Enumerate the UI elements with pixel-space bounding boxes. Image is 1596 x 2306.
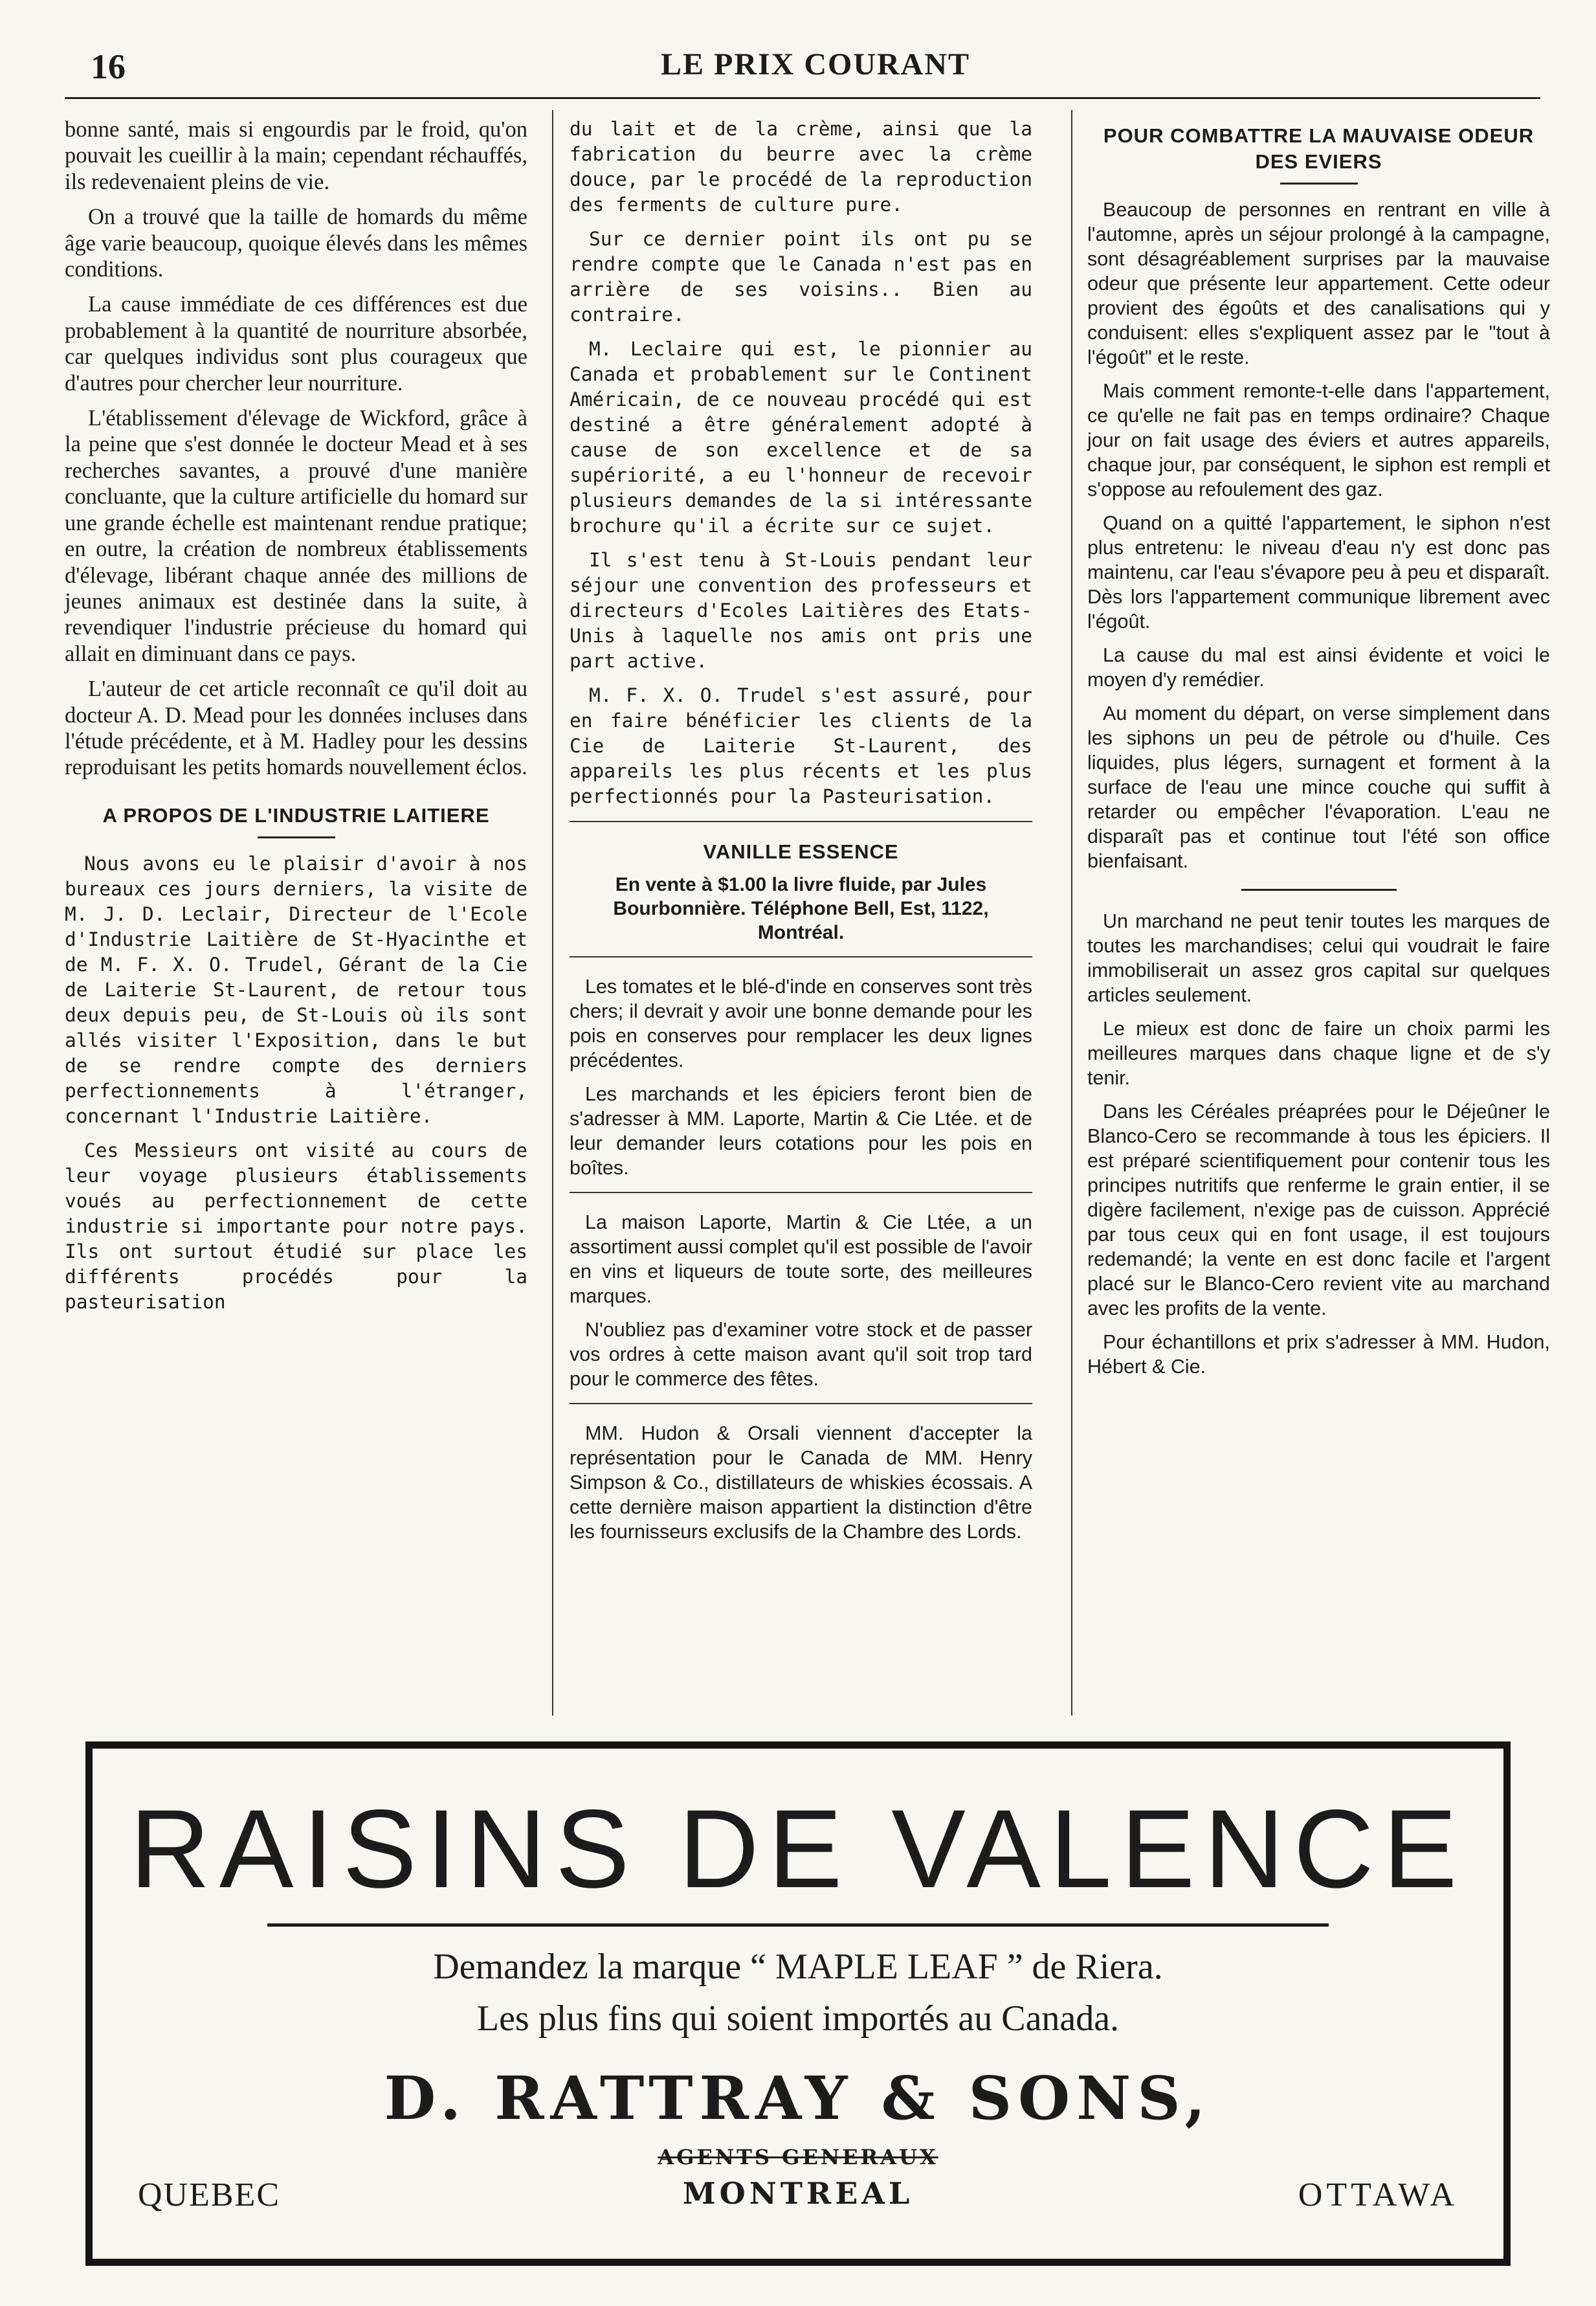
city-ottawa: OTTAWA	[1298, 2177, 1458, 2213]
column-1	[65, 117, 527, 1324]
paragraph: Un marchand ne peut tenir toutes les marques de toutes les marchandises; celui qui voudrait le faire immobiliserait un assez gros capital sur quelques articles seulement.	[1087, 910, 1550, 1006]
paragraph: M. Leclaire qui est, le pionnier au Canada et probablement sur le Continent Américain, de ce nouveau procédé qui est destiné a être généralement adopté à cause de son excellence et de sa supériorité, a eu l'honneur de recevoir plusieurs demandes de la si intéressante brochure qu'il a écrite sur ce sujet.	[570, 338, 1032, 537]
separator	[570, 1403, 1032, 1404]
paragraph: Nous avons eu le plaisir d'avoir à nos bureaux ces jours derniers, la visite de M. J. D. Leclair, Directeur de l'Ecole d'Industrie Laitière de St-Hyacinthe et de M. F. X. O. Trudel, Gérant de la Cie de Laiterie St-Laurent, de retour tous deux depuis peu, de St-Louis où ils sont allés visiter l'Exposition, dans le but de se rendre compte des derniers perfectionnements à l'étranger, concernant l'Industrie Laitière.	[65, 852, 527, 1127]
paragraph: La cause du mal est ainsi évidente et voici le moyen d'y remédier.	[1087, 644, 1550, 691]
paragraph: Quand on a quitté l'appartement, le siphon n'est plus entretenu: le niveau d'eau n'y est donc pas maintenu, car l'eau s'évapore peu à peu et disparaît. Dès lors l'appartement communique librement avec l'égoût.	[1087, 512, 1550, 632]
separator	[570, 821, 1032, 822]
paragraph: La maison Laporte, Martin & Cie Ltée, a un assortiment aussi complet qu'il est possible de l'avoir en vins et liqueurs de toute sorte, des meilleures marques.	[570, 1211, 1032, 1307]
advertisement-line-2: Les plus fins qui soient importés au Canada.	[476, 1998, 1120, 2039]
paragraph: Mais comment remonte-t-elle dans l'appartement, ce qu'elle ne fait pas en temps ordinaire? Chaque jour on fait usage des éviers et autres appareils, chaque jour, par conséquent, le siphon est rempli et s'oppose au refoulement des gaz.	[1087, 380, 1550, 500]
column-2	[570, 117, 1032, 1553]
paragraph: L'établissement d'élevage de Wickford, grâce à la peine que s'est donnée le docteur Mead et à ses recherches savantes, a prouvé d'une manière concluante, que la culture artificielle du homard sur une grande échelle est maintenant rendue pratique; en outre, la création de nombreux établissements d'élevage, libérant chaque année des millions de jeunes animaux est destinée dans la suite, à revendiquer l'industrie précieuse du homard qui allait en diminuant dans ce pays.	[65, 406, 527, 666]
article-heading: POUR COMBATTRE LA MAUVAISE ODEUR DES EVIERS	[1103, 124, 1535, 173]
article-heading: VANILLE ESSENCE	[703, 840, 899, 863]
article-heading: A PROPOS DE L'INDUSTRIE LAITIERE	[102, 803, 490, 827]
advertisement-line-1: Demandez la marque “ MAPLE LEAF ” de Riera.	[433, 1947, 1163, 1987]
running-title: LE PRIX COURANT	[660, 47, 971, 82]
paragraph: La cause immédiate de ces différences est due probablement à la quantité de nourriture absorbée, car quelques individus sont plus courageux que d'autres pour chercher leur nourriture.	[65, 292, 527, 396]
paragraph: Dans les Céréales préaprées pour le Déjeûner le Blanco-Cero se recommande à tous les épiciers. Il est préparé scientifiquement pour contenir tous les principes nutritifs que renferme le grain entier, il se digère facilement, n'exige pas de cuisson. Apprécié par tous ceux qui en font usage, il est toujours redemandé; la vente en est donc facile et l'argent placé sur le Blanco-Cero revient vite au marchand avec les profits de la vente.	[1087, 1101, 1550, 1319]
column-3	[1087, 117, 1550, 1388]
advertisement-title: RAISINS DE VALENCE	[129, 1787, 1467, 1911]
separator	[570, 956, 1032, 957]
page-number: 16	[91, 47, 126, 86]
paragraph: Sur ce dernier point ils ont pu se rendre compte que le Canada n'est pas en arrière de ses voisins.. Bien au contraire.	[570, 228, 1032, 326]
paragraph: Beaucoup de personnes en rentrant en ville à l'automne, après un séjour prolongé à la campagne, sont désagréablement surprises par la mauvaise odeur que présente leur appartement. Cette odeur provient des égoûts et des canalisations qui y conduisent: elles s'expliquent assez par le "tout à l'égoût" et le reste.	[1087, 199, 1550, 368]
header-rule	[65, 97, 1540, 99]
advertisement-subtext: En vente à $1.00 la livre fluide, par Jules Bourbonnière. Téléphone Bell, Est, 1122, Montréal.	[613, 874, 989, 943]
heading-rule	[258, 836, 335, 838]
paragraph: bonne santé, mais si engourdis par le froid, qu'on pouvait les cueillir à la main; cependant réchauffés, ils redevenaient pleins de vie.	[65, 117, 527, 194]
heading-rule	[1280, 183, 1358, 185]
advertisement-rule	[267, 1923, 1329, 1927]
advertisement-box	[85, 1741, 1511, 2266]
separator	[1241, 889, 1397, 891]
advertisement-cities	[138, 2176, 1458, 2221]
separator	[570, 1192, 1032, 1193]
paragraph: Ces Messieurs ont visité au cours de leur voyage plusieurs établissements voués au perfectionnement de cette industrie si importante pour notre pays. Ils ont surtout étudié sur place les différents procédés pour la pasteurisation	[65, 1139, 527, 1313]
paragraph: On a trouvé que la taille de homards du même âge varie beaucoup, quoique élevés dans les mêmes conditions.	[65, 205, 527, 282]
column-divider-2	[1071, 110, 1072, 1716]
paragraph: M. F. X. O. Trudel s'est assuré, pour en faire bénéficier les clients de la Cie de Laiterie St-Laurent, des appareils les plus récents et les plus perfectionnés pour la Pasteurisation.	[570, 684, 1032, 807]
paragraph: N'oubliez pas d'examiner votre stock et de passer vos ordres à cette maison avant qu'il soit trop tard pour le commerce des fêtes.	[570, 1319, 1032, 1390]
city-montreal: MONTREAL	[682, 2176, 914, 2211]
paragraph: Au moment du départ, on verse simplement dans les siphons un peu de pétrole ou d'huile. Ces liquides, plus légers, surnagent et forment à la surface de l'eau une mince couche qui suffit à retarder ou empêcher l'évaporation. L'eau ne disparaît pas et continue tout l'été son office bienfaisant.	[1087, 702, 1550, 872]
advertisement-company: D. RATTRAY & SONS,	[384, 2063, 1212, 2133]
city-quebec: QUEBEC	[138, 2177, 280, 2213]
paragraph: Les tomates et le blé-d'inde en conserves sont très chers; il devrait y avoir une bonne demande pour les pois en conserves pour remplacer les deux lignes précédentes.	[570, 976, 1032, 1071]
paragraph: du lait et de la crème, ainsi que la fabrication du beurre avec la crème douce, par le procédé de la reproduction des ferments de culture pure.	[570, 118, 1032, 216]
page-header	[91, 47, 1540, 92]
paragraph: Les marchands et les épiciers feront bien de s'adresser à MM. Laporte, Martin & Cie Ltée. et de leur demander leurs cotations pour les pois en boîtes.	[570, 1083, 1032, 1179]
paragraph: Il s'est tenu à St-Louis pendant leur séjour une convention des professeurs et directeurs d'Ecoles Laitières des Etats-Unis à laquelle nos amis ont pris une part active.	[570, 549, 1032, 672]
column-divider-1	[552, 110, 553, 1716]
paragraph: L'auteur de cet article reconnaît ce qu'il doit au docteur A. D. Mead pour les données incluses dans l'étude précédente, et à M. Hadley pour les dessins reproduisant les petits homards nouvellement éclos.	[65, 677, 527, 780]
paragraph: Pour échantillons et prix s'adresser à MM. Hudon, Hébert & Cie.	[1087, 1331, 1550, 1378]
advertisement-agents: AGENTS GENERAUX	[658, 2145, 938, 2169]
paragraph: Le mieux est donc de faire un choix parmi les meilleures marques dans chaque ligne et de s'y tenir.	[1087, 1018, 1550, 1089]
paragraph: MM. Hudon & Orsali viennent d'accepter la représentation pour le Canada de MM. Henry Simpson & Co., distillateurs de whiskies écossais. A cette dernière maison appartient la distinction d'être les fournisseurs exclusifs de la Chambre des Lords.	[570, 1422, 1032, 1543]
